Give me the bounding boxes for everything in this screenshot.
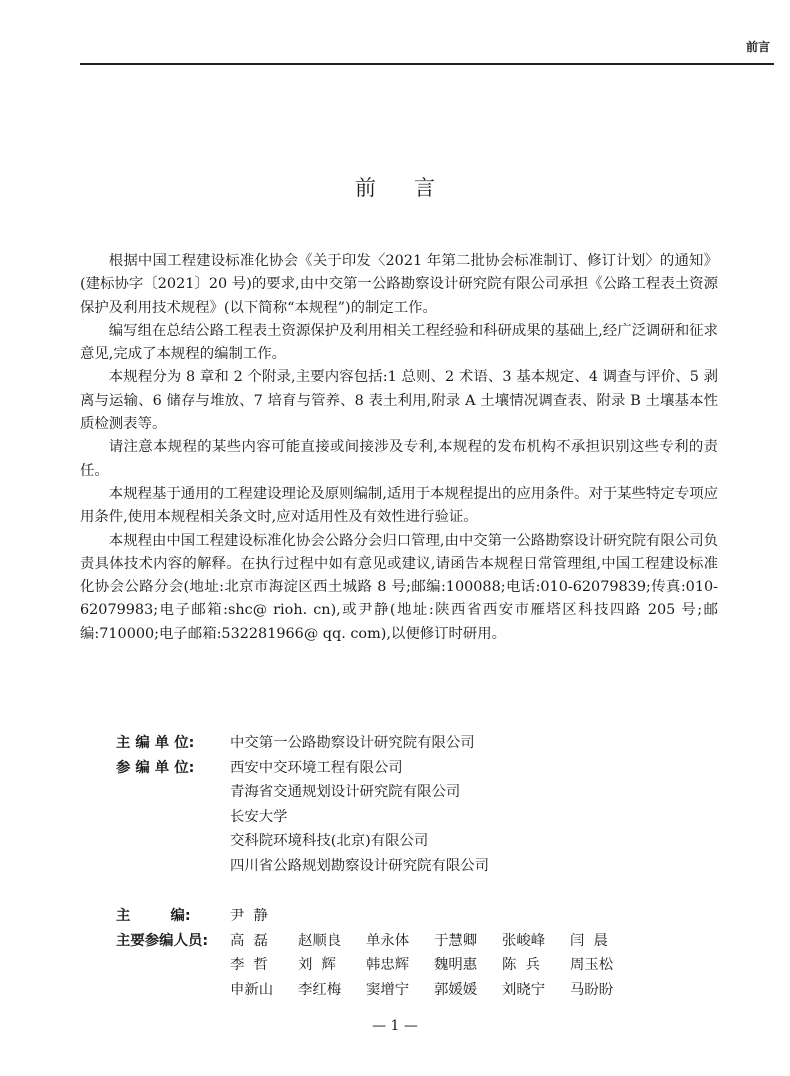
participant-name: 郭媛媛	[434, 981, 478, 998]
running-title: 前言	[745, 40, 770, 54]
page-number: — 1 —	[372, 1018, 418, 1034]
chief-unit: 中交第一公路勘察设计研究院有限公司	[230, 735, 475, 751]
participant-name: 魏明惠	[434, 957, 478, 973]
participating-units-row	[116, 756, 638, 879]
chief-editor-row	[116, 904, 638, 929]
participating-unit: 四川省公路规划勘察设计研究院有限公司	[230, 857, 490, 874]
participating-unit: 西安中交环境工程有限公司	[230, 759, 403, 776]
chief-editor-label: 主 编:	[116, 908, 191, 924]
header-rule	[80, 63, 774, 65]
chief-unit-row	[116, 731, 638, 756]
participant-name: 刘 辉	[298, 957, 336, 973]
participating-label: 参 编 单 位:	[116, 759, 195, 776]
paragraph: 本规程基于通用的工程建设理论及原则编制,适用于本规程提出的应用条件。对于某些特定专项应用条件,使用本规程相关条文时,应对适用性及有效性进行验证。	[80, 485, 718, 526]
credits-section	[116, 731, 638, 1002]
participant-name: 陈 兵	[502, 957, 540, 973]
participant-name: 赵顺良	[298, 932, 342, 949]
participant-name: 于慧卿	[434, 932, 478, 949]
participant-name: 张峻峰	[502, 932, 546, 949]
page-title: 前言	[355, 176, 473, 200]
paragraph: 请注意本规程的某些内容可能直接或间接涉及专利,本规程的发布机构不承担识别这些专利的责任。	[80, 439, 718, 479]
participant-name: 马盼盼	[570, 981, 614, 998]
participant-name: 高 磊	[230, 932, 268, 949]
participating-units	[230, 756, 489, 879]
chief-editor: 尹 静	[230, 908, 268, 924]
participant-name: 申新山	[230, 981, 274, 998]
participating-unit: 青海省交通规划设计研究院有限公司	[230, 784, 461, 800]
participant-name: 李红梅	[298, 981, 342, 998]
participant-name: 单永体	[366, 932, 410, 949]
participating-unit: 交科院环境科技(北京)有限公司	[230, 833, 429, 849]
paragraph: 根据中国工程建设标准化协会《关于印发〈2021 年第二批协会标准制订、修订计划〉的通知》(建标协字〔2021〕20 号)的要求,由中交第一公路勘察设计研究院有限公司承担《公路工程表土资源保护及利用技术规程》(以下简称“本规程”)的制定工作。	[80, 253, 718, 316]
participant-name: 刘晓宁	[502, 981, 546, 998]
participating-unit: 长安大学	[230, 808, 288, 825]
participant-name: 李 哲	[230, 957, 268, 973]
participant-name: 韩忠辉	[366, 957, 410, 973]
participant-name: 窦增宁	[366, 981, 410, 998]
paragraph: 本规程分为 8 章和 2 个附录,主要内容包括:1 总则、2 术语、3 基本规定、4 调查与评价、5 剥离与运输、6 储存与堆放、7 培育与管养、8 表土利用,附录 A 土壤情况调查表、附录 B 土壤基本性质检测表等。	[80, 369, 718, 433]
chief-unit-label: 主 编 单 位:	[116, 735, 195, 751]
main-participants-row	[116, 929, 638, 1003]
paragraph: 编写组在总结公路工程表土资源保护及利用相关工程经验和科研成果的基础上,经广泛调研和征求意见,完成了本规程的编制工作。	[80, 322, 718, 363]
paragraph: 本规程由中国工程建设标准化协会公路分会归口管理,由中交第一公路勘察设计研究院有限公司负责具体技术内容的解释。在执行过程中如有意见或建议,请函告本规程日常管理组,中国工程建设标准化协会公路分会(地址:北京市海淀区西土城路 8 号;邮编:100088;电话:010-62079839;传真:010-62079983;电子邮箱:shc@ rioh. cn),或尹静(地址:陕西省西安市雁塔区科技四路 205 号;邮编:710000;电子邮箱:532281966@ qq. com),以便修订时研用。	[80, 532, 718, 642]
participant-name: 闫 晨	[570, 932, 608, 949]
participant-name: 周玉松	[570, 957, 614, 973]
main-participants	[230, 929, 638, 1003]
main-participants-label: 主要参编人员:	[116, 932, 209, 949]
preface-body	[80, 250, 718, 646]
